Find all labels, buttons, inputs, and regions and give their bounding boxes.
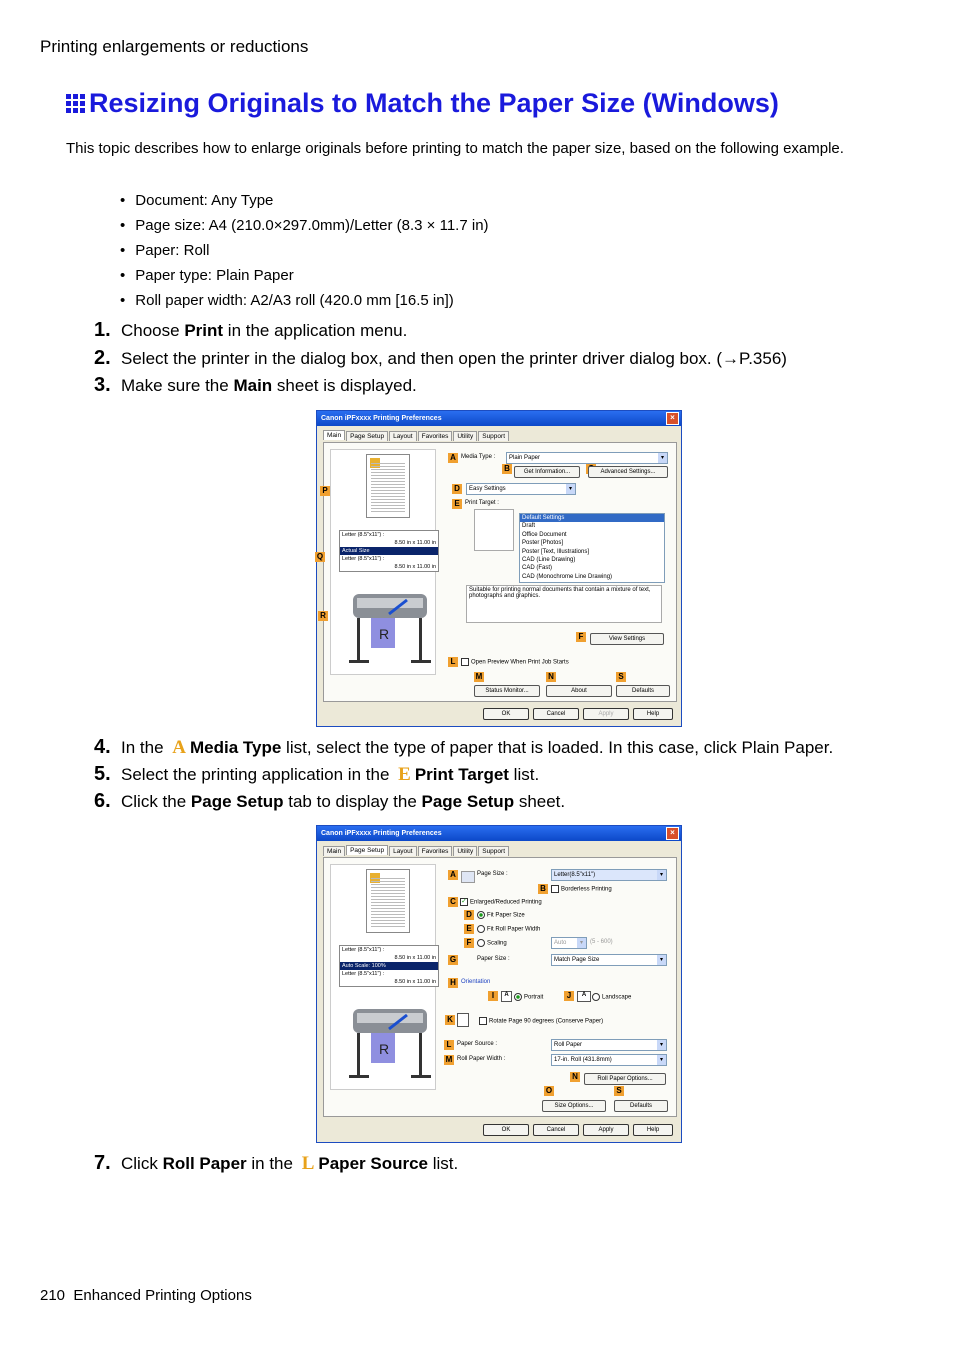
tab-layout[interactable]: Layout xyxy=(389,431,417,441)
rotate-page-checkbox[interactable] xyxy=(479,1017,603,1025)
tab-layout[interactable]: Layout xyxy=(389,846,417,856)
about-button[interactable]: About xyxy=(546,685,612,697)
page-setup-panel xyxy=(323,857,677,1117)
callout-a: A xyxy=(448,453,458,463)
step-5 xyxy=(94,763,539,786)
step-bold: Main xyxy=(233,376,273,395)
callout-o: O xyxy=(545,1086,553,1095)
paper-source-label: Paper Source : xyxy=(457,1041,498,1047)
step-bold: Print Target xyxy=(414,765,509,784)
tab-favorites[interactable]: Favorites xyxy=(418,431,453,441)
callout-d: D xyxy=(452,484,462,494)
step-1 xyxy=(94,319,407,342)
page-footer xyxy=(40,1287,252,1304)
callout-l: L xyxy=(444,1040,454,1050)
callout-g: G xyxy=(449,955,457,964)
borderless-label: Borderless Printing xyxy=(561,886,612,893)
page-preview xyxy=(366,454,410,518)
rotate-page-icon xyxy=(457,1013,469,1027)
open-preview-label: Open Preview When Print Job Starts xyxy=(471,659,569,666)
step-text: In the xyxy=(121,738,169,757)
step-text: list. xyxy=(428,1154,459,1173)
step-number: 2. xyxy=(94,347,111,369)
view-settings-button[interactable]: View Settings xyxy=(590,633,664,645)
list-item: • Page size: A4 (210.0×297.0mm)/Letter (8.3 × 11.7 in) xyxy=(120,213,489,238)
step-text: sheet is displayed. xyxy=(272,376,417,395)
scale-indicator: Actual Size xyxy=(340,547,438,555)
status-monitor-button[interactable]: Status Monitor... xyxy=(474,685,540,697)
apply-button[interactable]: Apply xyxy=(583,708,629,720)
tab-utility[interactable]: Utility xyxy=(453,846,477,856)
list-item: • Document: Any Type xyxy=(120,188,489,213)
rotate-page-label: Rotate Page 90 degrees (Conserve Paper) xyxy=(489,1018,604,1025)
callout-a: A xyxy=(448,870,458,880)
callout-n: N xyxy=(570,1072,580,1082)
roll-paper-width-select[interactable]: 17-in. Roll (431.8mm) ▾ xyxy=(551,1054,667,1066)
dialog-titlebar xyxy=(317,411,681,426)
help-button[interactable]: Help xyxy=(633,1124,673,1136)
main-panel xyxy=(316,442,677,702)
print-target-list[interactable] xyxy=(519,513,665,583)
landscape-icon: A xyxy=(577,991,591,1002)
print-target-description: Suitable for printing normal documents that contain a mixture of text, photographs and graphics. xyxy=(466,585,662,623)
help-button[interactable]: Help xyxy=(633,708,673,720)
callout-m: M xyxy=(445,1055,453,1064)
portrait-radio[interactable] xyxy=(514,993,543,1001)
landscape-label: Landscape xyxy=(602,994,632,1001)
borderless-checkbox[interactable] xyxy=(551,885,612,893)
original-size-dims: 8.50 in x 11.00 in xyxy=(394,540,436,546)
fit-paper-size-radio[interactable] xyxy=(477,911,525,919)
callout-letter: A xyxy=(172,737,186,758)
fit-paper-size-label: Fit Paper Size xyxy=(487,912,525,919)
printer-icon xyxy=(349,584,431,668)
callout-f: F xyxy=(576,632,586,642)
list-item[interactable]: CAD (Fast) xyxy=(522,565,552,572)
step-text: Make sure the xyxy=(121,376,234,395)
svg-text:R: R xyxy=(379,1041,390,1057)
svg-text:R: R xyxy=(379,626,390,642)
tab-main[interactable]: Main xyxy=(323,430,345,440)
running-head: Printing enlargements or reductions xyxy=(40,37,309,56)
page-number: 210 xyxy=(40,1287,66,1304)
step-7 xyxy=(94,1152,458,1175)
list-item[interactable]: Office Document xyxy=(522,531,567,538)
step-4 xyxy=(94,736,833,759)
intro-paragraph: This topic describes how to enlarge originals before printing to match the paper size, based on the following example. xyxy=(66,140,844,157)
list-item: • Roll paper width: A2/A3 roll (420.0 mm [16.5 in]) xyxy=(120,288,489,313)
list-item[interactable]: Draft xyxy=(522,523,536,530)
advanced-settings-button[interactable]: Advanced Settings... xyxy=(588,466,668,478)
defaults-button[interactable]: Defaults xyxy=(616,685,670,697)
open-preview-checkbox[interactable] xyxy=(461,658,569,666)
cancel-button[interactable]: Cancel xyxy=(533,1124,579,1136)
cancel-button[interactable]: Cancel xyxy=(533,708,579,720)
printer-icon xyxy=(349,999,431,1083)
callout-r: R xyxy=(318,611,328,621)
step-text: in the application menu. xyxy=(223,321,408,340)
step-number: 3. xyxy=(94,374,111,396)
tab-support[interactable]: Support xyxy=(478,431,509,441)
original-size-label: Letter (8.5"x11") : xyxy=(342,532,385,538)
scaling-label: Scaling xyxy=(487,940,507,947)
apply-button[interactable]: Apply xyxy=(583,1124,629,1136)
dialog-title: Canon iPFxxxx Printing Preferences xyxy=(321,415,442,422)
close-icon[interactable]: × xyxy=(666,412,679,425)
grid-icon xyxy=(66,94,85,113)
ok-button[interactable]: OK xyxy=(483,1124,529,1136)
step-bold: Page Setup xyxy=(421,792,515,811)
tab-utility[interactable]: Utility xyxy=(453,431,477,441)
step-number: 1. xyxy=(94,319,111,341)
step-text: Select the printing application in the xyxy=(121,765,395,784)
step-text: in the xyxy=(246,1154,298,1173)
step-text: Click xyxy=(121,1154,163,1173)
dialog-title: Canon iPFxxxx Printing Preferences xyxy=(321,830,442,837)
size-info-box xyxy=(339,530,439,572)
page-title xyxy=(66,88,779,119)
page-size-label: Page Size : xyxy=(477,871,508,877)
example-list xyxy=(120,188,489,313)
list-item[interactable]: CAD (Line Drawing) xyxy=(522,557,576,564)
callout-q: Q xyxy=(316,552,324,561)
dialog-tabs xyxy=(323,846,510,856)
fit-roll-width-radio[interactable] xyxy=(477,925,540,933)
scale-indicator: Auto Scale: 100% xyxy=(340,962,438,970)
media-type-label: Media Type : xyxy=(461,454,496,460)
callout-s: S xyxy=(616,672,626,682)
step-3 xyxy=(94,374,417,397)
enlarged-reduced-checkbox[interactable]: ✓ Enlarged/Reduced Printing xyxy=(461,898,542,906)
step-text: sheet. xyxy=(514,792,566,811)
callout-k: K xyxy=(445,1015,455,1025)
step-text: Select the printer in the dialog box, and then open the printer driver dialog box. (→P.356) xyxy=(121,349,787,368)
output-size-dims: 8.50 in x 11.00 in xyxy=(394,979,436,985)
callout-b: B xyxy=(538,884,548,894)
callout-c: C xyxy=(448,897,458,907)
callout-i: I xyxy=(488,991,498,1001)
list-item[interactable]: Poster [Text, Illustrations] xyxy=(522,548,590,555)
original-size-label: Letter (8.5"x11") : xyxy=(342,947,385,953)
callout-f: F xyxy=(464,938,474,948)
roll-paper-width-label: Roll Paper Width : xyxy=(457,1056,506,1062)
step-number: 4. xyxy=(94,736,111,758)
list-item[interactable]: Default Settings xyxy=(520,514,664,522)
step-bold: Roll Paper xyxy=(162,1154,247,1173)
original-size-dims: 8.50 in x 11.00 in xyxy=(394,955,436,961)
callout-h: H xyxy=(448,978,458,988)
step-text: Click the xyxy=(121,792,191,811)
step-bold: Print xyxy=(184,321,224,340)
step-2 xyxy=(94,347,787,370)
footer-section: Enhanced Printing Options xyxy=(73,1287,252,1304)
list-item[interactable]: CAD (Monochrome Line Drawing) xyxy=(522,573,613,580)
preview-area xyxy=(330,864,436,1090)
orientation-label: Orientation xyxy=(461,979,491,985)
ok-button[interactable]: OK xyxy=(483,708,529,720)
fit-roll-width-label: Fit Roll Paper Width xyxy=(487,926,541,933)
callout-p: P xyxy=(320,486,330,496)
step-number: 5. xyxy=(94,763,111,785)
tab-page-setup[interactable]: Page Setup xyxy=(346,845,388,855)
list-item: • Paper: Roll xyxy=(120,238,489,263)
callout-b: B xyxy=(502,464,512,474)
callout-d: D xyxy=(464,910,474,920)
callout-j: J xyxy=(564,991,574,1001)
callout-n: N xyxy=(546,672,556,682)
size-options-button[interactable]: Size Options... xyxy=(542,1100,606,1112)
page-size-icon xyxy=(461,871,475,883)
print-target-label: Print Target : xyxy=(465,500,499,506)
step-text: list, select the type of paper that is loaded. In this case, click Plain Paper. xyxy=(281,738,834,757)
tab-favorites[interactable]: Favorites xyxy=(418,846,453,856)
step-text: Choose xyxy=(121,321,185,340)
page-size-select[interactable]: Letter(8.5"x11") ▾ xyxy=(551,869,667,881)
settings-mode-select[interactable]: Easy Settings ▾ xyxy=(466,483,576,495)
callout-m: M xyxy=(475,672,483,681)
paper-size-select[interactable]: Match Page Size ▾ xyxy=(551,954,667,966)
print-target-preview xyxy=(474,509,514,551)
roll-paper-options-button[interactable]: Roll Paper Options... xyxy=(584,1073,666,1085)
scaling-radio[interactable] xyxy=(477,939,507,947)
tab-page-setup[interactable]: Page Setup xyxy=(346,431,388,441)
scaling-spinner[interactable]: Auto ▾ xyxy=(551,937,587,949)
step-text: list. xyxy=(508,765,540,784)
output-size-label: Letter (8.5"x11") : xyxy=(342,556,385,562)
defaults-button[interactable]: Defaults xyxy=(614,1100,668,1112)
printing-preferences-dialog-main xyxy=(316,410,682,727)
step-bold: Media Type xyxy=(190,738,282,757)
step-6 xyxy=(94,790,565,813)
step-number: 7. xyxy=(94,1152,111,1174)
landscape-radio[interactable] xyxy=(592,993,631,1001)
callout-letter: L xyxy=(301,1153,315,1174)
tab-support[interactable]: Support xyxy=(478,846,509,856)
portrait-label: Portrait xyxy=(524,994,544,1001)
get-information-button[interactable]: Get Information... xyxy=(514,466,580,478)
size-info-box xyxy=(339,945,439,987)
callout-e: E xyxy=(464,924,474,934)
step-bold: Paper Source xyxy=(318,1154,428,1173)
output-size-label: Letter (8.5"x11") : xyxy=(342,971,385,977)
enlarged-reduced-label: Enlarged/Reduced Printing xyxy=(470,899,542,906)
callout-letter: E xyxy=(398,764,411,785)
preview-area xyxy=(330,449,436,675)
paper-source-select[interactable]: Roll Paper ▾ xyxy=(551,1039,667,1051)
page-preview xyxy=(366,869,410,933)
tab-main[interactable]: Main xyxy=(323,846,345,856)
step-bold: Page Setup xyxy=(190,792,284,811)
portrait-icon: A xyxy=(501,991,512,1002)
callout-l: L xyxy=(448,657,458,667)
list-item[interactable]: Poster [Photos] xyxy=(522,540,564,547)
close-icon[interactable]: × xyxy=(666,827,679,840)
dialog-titlebar xyxy=(317,826,681,841)
media-type-select[interactable]: Plain Paper ▾ xyxy=(506,452,668,464)
printing-preferences-dialog-page-setup xyxy=(316,825,682,1143)
dialog-tabs xyxy=(323,431,510,441)
step-number: 6. xyxy=(94,790,111,812)
callout-s: S xyxy=(614,1086,624,1096)
paper-size-label: Paper Size : xyxy=(477,956,510,962)
callout-e: E xyxy=(452,499,462,509)
scaling-range: (5 - 600) xyxy=(590,939,613,945)
step-text: tab to display the xyxy=(283,792,422,811)
page-title-text: Resizing Originals to Match the Paper Size (Windows) xyxy=(89,88,779,118)
list-item: • Paper type: Plain Paper xyxy=(120,263,489,288)
output-size-dims: 8.50 in x 11.00 in xyxy=(394,564,436,570)
